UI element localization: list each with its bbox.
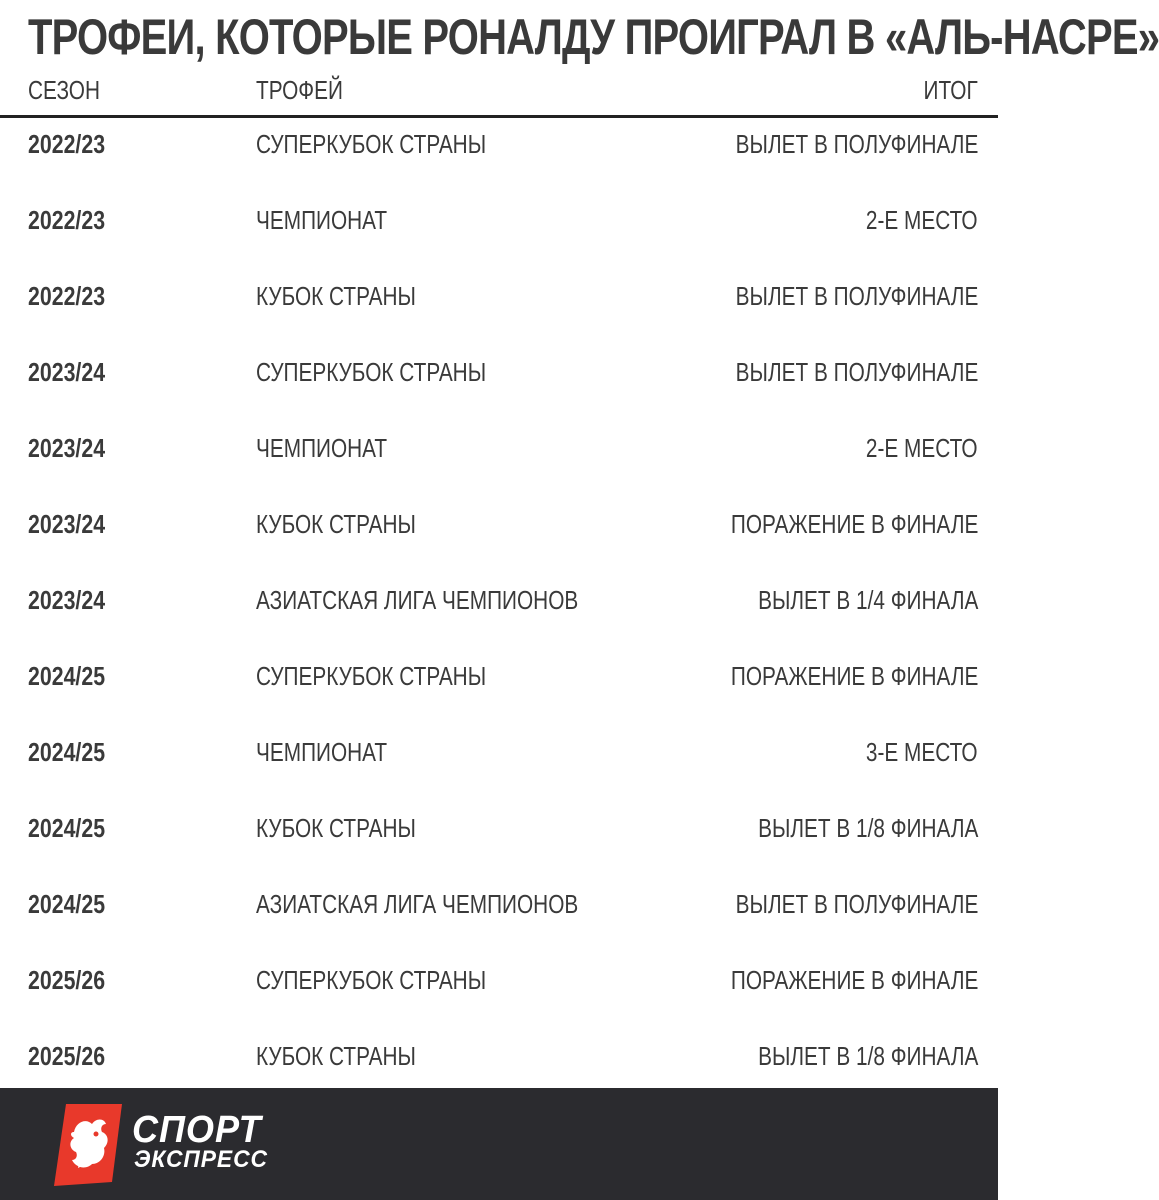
page-title: ТРОФЕИ, КОТОРЫЕ РОНАЛДУ ПРОИГРАЛ В «АЛЬ-НАСРЕ» [28,9,1159,65]
result-cell: ВЫЛЕТ В 1/4 ФИНАЛА [757,585,978,615]
season-cell: 2023/24 [28,357,106,387]
table-row [0,954,998,1030]
trophy-cell: СУПЕРКУБОК СТРАНЫ [256,661,487,691]
trophy-cell: КУБОК СТРАНЫ [256,1041,416,1071]
table-row [0,650,998,726]
trophy-cell: СУПЕРКУБОК СТРАНЫ [256,965,487,995]
result-cell: ВЫЛЕТ В 1/8 ФИНАЛА [757,1041,978,1071]
season-cell: 2025/26 [28,965,106,995]
season-cell: 2022/23 [28,205,106,235]
season-cell: 2022/23 [28,129,106,159]
result-cell: ВЫЛЕТ В ПОЛУФИНАЛЕ [735,357,978,387]
season-cell: 2024/25 [28,661,106,691]
table-row [0,802,998,878]
result-cell: ВЫЛЕТ В 1/8 ФИНАЛА [757,813,978,843]
result-cell: ПОРАЖЕНИЕ В ФИНАЛЕ [730,661,978,691]
trophy-cell: СУПЕРКУБОК СТРАНЫ [256,357,487,387]
result-cell: 3-Е МЕСТО [866,737,978,767]
season-cell: 2024/25 [28,737,106,767]
table-row [0,726,998,802]
season-cell: 2025/26 [28,1041,106,1071]
table-row [0,498,998,574]
result-cell: 2-Е МЕСТО [866,205,978,235]
column-header-trophy: ТРОФЕЙ [256,75,343,105]
result-cell: ПОРАЖЕНИЕ В ФИНАЛЕ [730,509,978,539]
trophy-cell: ЧЕМПИОНАТ [256,737,388,767]
result-cell: ВЫЛЕТ В ПОЛУФИНАЛЕ [735,129,978,159]
logo-line-sport: СПОРТ [132,1109,262,1151]
result-cell: ВЫЛЕТ В ПОЛУФИНАЛЕ [735,281,978,311]
trophy-cell: СУПЕРКУБОК СТРАНЫ [256,129,487,159]
table-header [0,72,998,112]
result-cell: 2-Е МЕСТО [866,433,978,463]
season-cell: 2023/24 [28,585,106,615]
trophy-cell: ЧЕМПИОНАТ [256,205,388,235]
season-cell: 2023/24 [28,433,106,463]
season-cell: 2022/23 [28,281,106,311]
column-header-season: СЕЗОН [28,75,100,105]
season-cell: 2024/25 [28,813,106,843]
season-cell: 2023/24 [28,509,106,539]
column-header-result: ИТОГ [923,75,978,105]
trophy-cell: КУБОК СТРАНЫ [256,813,416,843]
logo-line-express: ЭКСПРЕСС [134,1146,268,1173]
table-row [0,118,998,194]
rooster-shield-icon [52,1102,124,1188]
footer-bar [0,1088,998,1200]
season-cell: 2024/25 [28,889,106,919]
table-row [0,346,998,422]
table-row [0,422,998,498]
result-cell: ПОРАЖЕНИЕ В ФИНАЛЕ [730,965,978,995]
table-row [0,878,998,954]
table-row [0,270,998,346]
table-row [0,574,998,650]
table-row [0,194,998,270]
trophy-cell: АЗИАТСКАЯ ЛИГА ЧЕМПИОНОВ [256,585,579,615]
trophy-cell: КУБОК СТРАНЫ [256,509,416,539]
trophy-cell: КУБОК СТРАНЫ [256,281,416,311]
result-cell: ВЫЛЕТ В ПОЛУФИНАЛЕ [735,889,978,919]
table-body [0,118,998,1088]
logo-wordmark [132,1110,332,1180]
trophy-cell: ЧЕМПИОНАТ [256,433,388,463]
trophy-cell: АЗИАТСКАЯ ЛИГА ЧЕМПИОНОВ [256,889,579,919]
